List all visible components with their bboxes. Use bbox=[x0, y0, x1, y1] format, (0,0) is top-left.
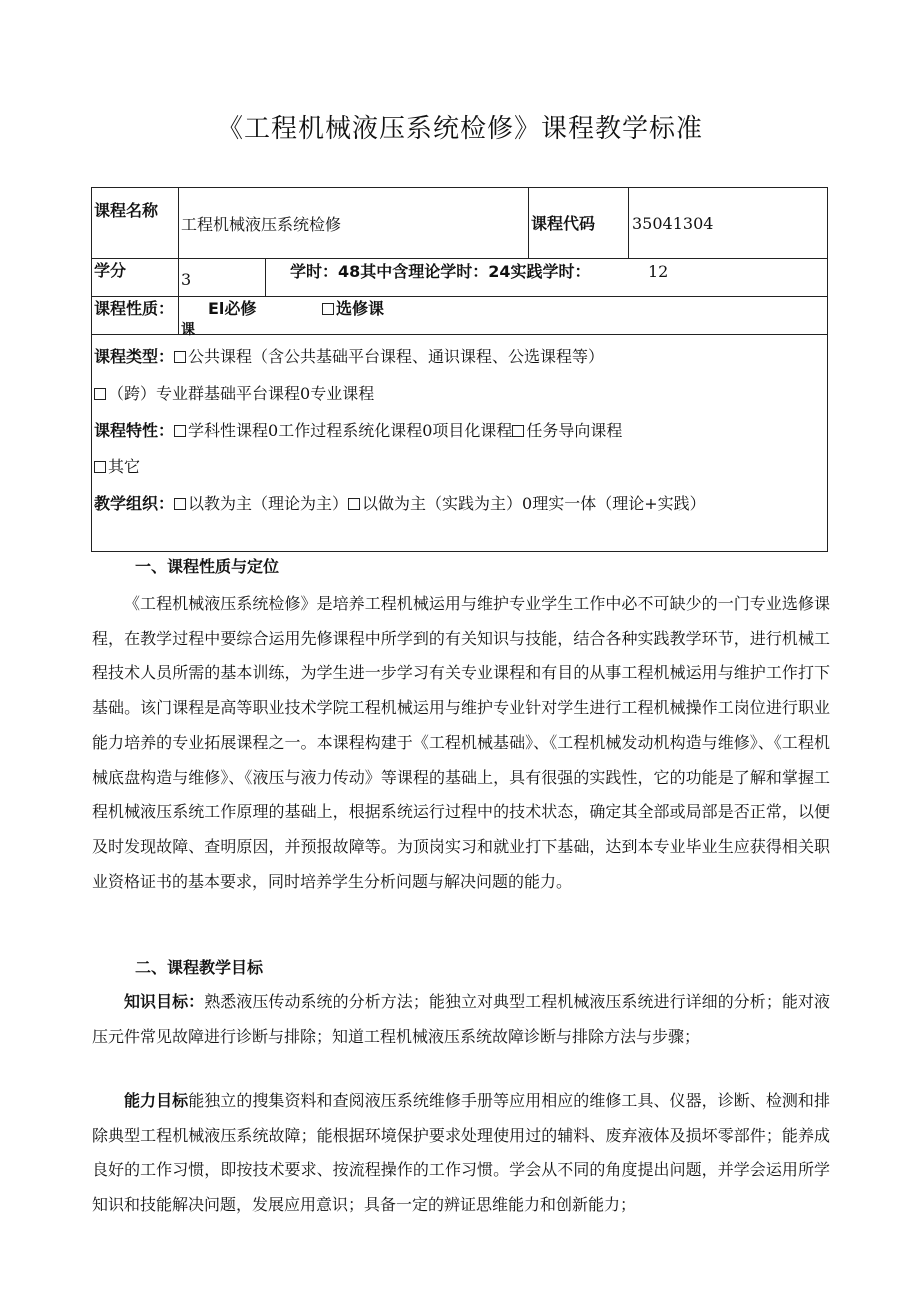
feature-other-label: 其它 bbox=[108, 457, 141, 476]
nature-elective bbox=[322, 299, 384, 319]
section-heading-2: 二、课程教学目标 bbox=[135, 958, 264, 977]
knowledge-goal-paragraph bbox=[92, 985, 830, 1054]
practice-hours: 12 bbox=[648, 262, 669, 281]
nature-required: El必修 bbox=[208, 299, 257, 318]
nature-label: 课程性质： bbox=[94, 299, 175, 318]
section-1-paragraph: 《工程机械液压系统检修》是培养工程机械运用与维护专业学生工作中必不可缺少的一门专业选修课程，在教学过程中要综合运用先修课程中所学到的有关知识与技能，结合各种实践教学环节，进行机械工程技术人员所需的基本训练，为学生进一步学习有关专业课程和有目的从事工程机械运用与维护工作打下基础。该门课程是高等职业技术学院工程机械运用与维护专业针对学生进行工程机械操作工岗位进行职业能力培养的专业拓展课程之一。本课程构建于《工程机械基础》、《工程机械发动机构造与维修》、《工程机械底盘构造与维修》、《液压与液力传动》等课程的基础上，具有很强的实践性，它的功能是了解和掌握工程机械液压系统工作原理的基础上，根据系统运行过程中的技术状态，确定其全部或局部是否正常，以便及时发现故障、查明原因，并预报故障等。为顶岗实习和就业打下基础，达到本专业毕业生应获得相关职业资格证书的基本要求，同时培养学生分析问题与解决问题的能力。 bbox=[92, 594, 830, 891]
org-teacher: 以教为主（理论为主） bbox=[188, 494, 349, 513]
course-code-value: 35041304 bbox=[632, 214, 714, 233]
ability-goal-paragraph bbox=[92, 1084, 830, 1223]
course-type-line bbox=[94, 347, 604, 367]
course-feature-line bbox=[94, 421, 622, 441]
course-type-platform: （跨）专业群基础平台课程 bbox=[108, 384, 301, 403]
course-type-major: 0专业课程 bbox=[300, 384, 375, 403]
checkbox-icon bbox=[94, 388, 106, 400]
ability-goal-label: 能力目标 bbox=[124, 1091, 189, 1110]
table-rule bbox=[265, 258, 266, 296]
table-rule bbox=[628, 187, 629, 258]
hours-text: 学时：48其中含理论学时：24实践学时： bbox=[290, 262, 591, 281]
course-code-label: 课程代码 bbox=[531, 214, 596, 233]
feature-discipline: 学科性课程 bbox=[188, 421, 269, 440]
table-rule bbox=[91, 334, 828, 335]
knowledge-goal-body: 熟悉液压传动系统的分析方法；能独立对典型工程机械液压系统进行详细的分析；能对液压元件常见故障进行诊断与排除；知道工程机械液压系统故障诊断与排除方法与步骤； bbox=[92, 992, 830, 1046]
course-name-value: 工程机械液压系统检修 bbox=[181, 215, 342, 234]
document-title: 《工程机械液压系统检修》课程教学标准 bbox=[216, 114, 703, 144]
table-rule bbox=[91, 258, 828, 259]
checkbox-icon bbox=[348, 498, 360, 510]
credit-label: 学分 bbox=[94, 261, 127, 280]
course-feature-other bbox=[94, 457, 140, 477]
checkbox-icon bbox=[174, 425, 186, 437]
teaching-org-line bbox=[94, 494, 706, 514]
section-heading-1: 一、课程性质与定位 bbox=[135, 557, 280, 576]
course-type-public: 公共课程（含公共基础平台课程、通识课程、公选课程等） bbox=[188, 347, 605, 366]
feature-task: 任务导向课程 bbox=[526, 421, 623, 440]
course-type-line-2 bbox=[94, 384, 374, 404]
table-rule bbox=[528, 187, 529, 258]
feature-project: 0项目化课程 bbox=[422, 421, 513, 440]
ability-goal-body: 能独立的搜集资料和查阅液压系统维修手册等应用相应的维修工具、仪器，诊断、检测和排除典型工程机械液压系统故障；能根据环境保护要求处理使用过的辅料、废弃液体及损坏零部件；能养成良好的工作习惯，即按技术要求、按流程操作的工作习惯。学会从不同的角度提出问题，并学会运用所学知识和技能解决问题，发展应用意识；具备一定的辨证思维能力和创新能力； bbox=[92, 1091, 830, 1215]
org-integrated: 0理实一体（理论+实践） bbox=[522, 494, 706, 513]
knowledge-goal-label: 知识目标： bbox=[124, 992, 205, 1011]
nature-required-suffix: 课 bbox=[181, 322, 195, 338]
teaching-org-label: 教学组织： bbox=[94, 494, 175, 513]
checkbox-icon bbox=[512, 425, 524, 437]
course-type-label: 课程类型： bbox=[94, 347, 175, 366]
checkbox-icon bbox=[94, 461, 106, 473]
nature-elective-label: 选修课 bbox=[336, 299, 385, 318]
course-feature-label: 课程特性： bbox=[94, 421, 175, 440]
course-name-label: 课程名称 bbox=[94, 201, 159, 220]
feature-workflow: 0工作过程系统化课程 bbox=[268, 421, 423, 440]
checkbox-icon bbox=[174, 498, 186, 510]
checkbox-icon bbox=[174, 351, 186, 363]
checkbox-icon bbox=[322, 303, 334, 315]
table-rule bbox=[91, 296, 828, 297]
table-rule bbox=[178, 187, 179, 334]
org-practice: 以做为主（实践为主） bbox=[362, 494, 523, 513]
credit-value: 3 bbox=[181, 270, 192, 289]
